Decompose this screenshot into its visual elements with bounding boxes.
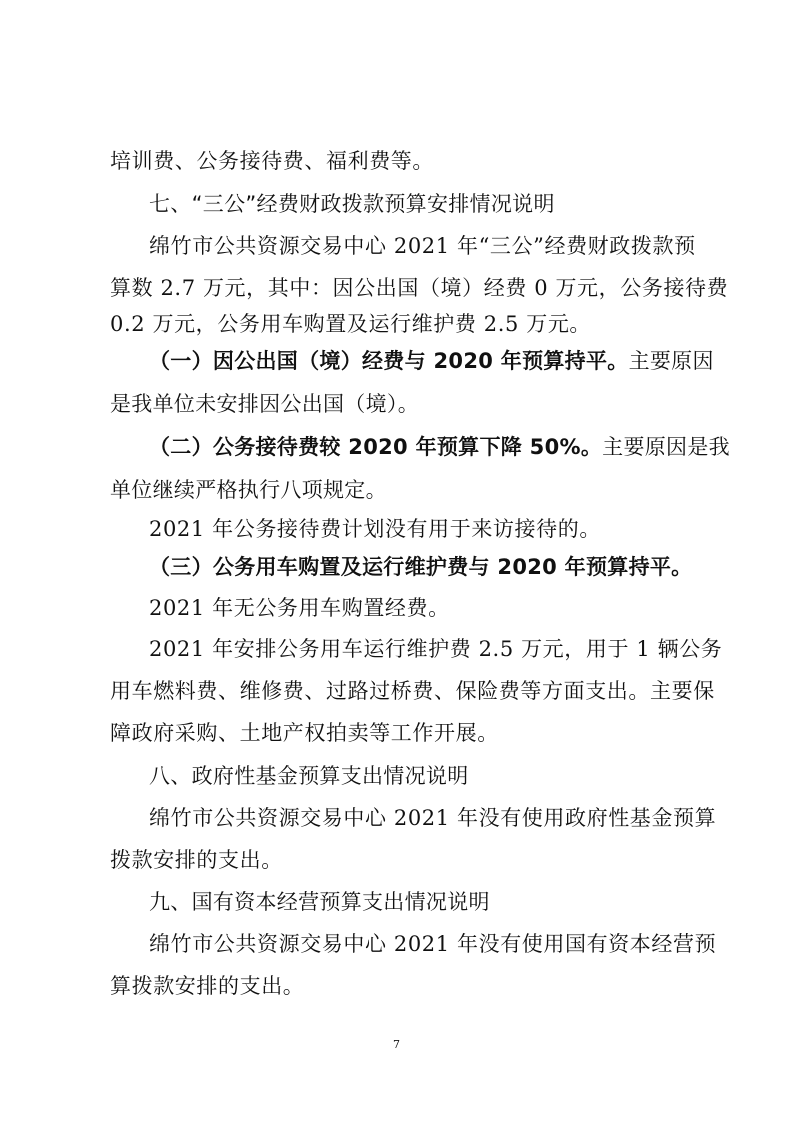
paragraph-line: 绵竹市公共资源交易中心 2021 年没有使用政府性基金预算	[149, 806, 717, 830]
paragraph-line: 用车燃料费、维修费、过路过桥费、保险费等方面支出。主要保	[110, 679, 715, 703]
subsection-1-line	[149, 346, 749, 376]
subsection-1-text: 主要原因	[628, 349, 714, 373]
paragraph-line: 障政府采购、土地产权拍卖等工作开展。	[110, 721, 499, 745]
section-heading-8: 八、政府性基金预算支出情况说明	[149, 764, 469, 788]
paragraph-line: 培训费、公务接待费、福利费等。	[110, 149, 434, 173]
section-heading-9: 九、国有资本经营预算支出情况说明	[149, 890, 490, 914]
paragraph-line: 单位继续严格执行八项规定。	[110, 478, 387, 502]
paragraph-line: 2021 年公务接待费计划没有用于来访接待的。	[149, 517, 601, 541]
paragraph-line: 2021 年安排公务用车运行维护费 2.5 万元，用于 1 辆公务	[149, 637, 723, 661]
paragraph-line: 绵竹市公共资源交易中心 2021 年“三公”经费财政拨款预	[149, 234, 696, 258]
page-number: 7	[393, 1038, 400, 1051]
paragraph-line: 拨款安排的支出。	[110, 848, 283, 872]
subsection-2-text: 主要原因是我	[602, 435, 730, 459]
paragraph-line: 是我单位未安排因公出国（境）。	[110, 392, 419, 416]
paragraph-line: 绵竹市公共资源交易中心 2021 年没有使用国有资本经营预	[149, 932, 717, 956]
paragraph-line: 0.2 万元，公务用车购置及运行维护费 2.5 万元。	[110, 312, 592, 336]
section-heading-7: 七、“三公”经费财政拨款预算安排情况说明	[149, 192, 555, 216]
subsection-2-heading: （二）公务接待费较 2020 年预算下降 50%。	[149, 435, 603, 459]
subsection-2-line	[149, 432, 749, 462]
paragraph-line: 2021 年无公务用车购置经费。	[149, 596, 450, 620]
subsection-1-heading: （一）因公出国（境）经费与 2020 年预算持平。	[149, 349, 629, 373]
paragraph-line: 算数 2.7 万元，其中：因公出国（境）经费 0 万元，公务接待费	[110, 276, 729, 300]
subsection-3-heading: （三）公务用车购置及运行维护费与 2020 年预算持平。	[149, 555, 693, 579]
paragraph-line: 算拨款安排的支出。	[110, 974, 305, 998]
